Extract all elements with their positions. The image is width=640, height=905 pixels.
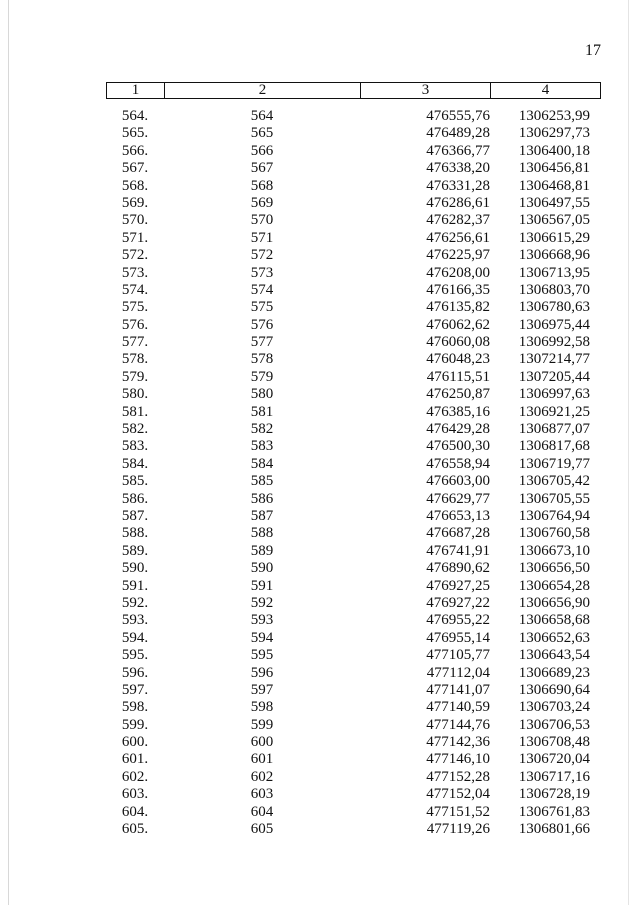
table-cell-col-4: 1306717,16 [518, 768, 590, 785]
table-cell-col-2: 579 [250, 368, 274, 385]
table-cell-col-1: 586. [121, 490, 149, 507]
table-cell-col-4: 1306297,73 [518, 125, 590, 142]
table-cell-col-2: 581 [250, 403, 274, 420]
table-cell-col-4: 1306706,53 [518, 716, 590, 733]
table-cell-col-1: 589. [121, 542, 149, 559]
table-cell-col-4: 1306253,99 [518, 108, 590, 124]
table-row [106, 734, 601, 751]
table-cell-col-1: 584. [121, 455, 149, 472]
table-cell-col-4: 1306728,19 [518, 786, 590, 803]
table-cell-col-1: 582. [121, 421, 149, 438]
table-cell-col-2: 597 [250, 681, 274, 698]
table-row [106, 769, 601, 786]
table-row [106, 804, 601, 821]
table-cell-col-1: 570. [121, 212, 149, 229]
table-cell-col-4: 1306654,28 [518, 577, 590, 594]
table-cell-col-4: 1306877,07 [518, 421, 590, 438]
table-cell-col-2: 602 [250, 768, 274, 785]
table-cell-col-3: 476338,20 [426, 160, 490, 177]
header-cell-2: 2 [165, 83, 361, 98]
table-cell-col-4: 1306658,68 [518, 612, 590, 629]
table-cell-col-4: 1306705,42 [518, 473, 590, 490]
header-cell-4: 4 [541, 82, 550, 98]
table-cell-col-1: 577. [121, 334, 149, 351]
table-row [106, 578, 601, 595]
table-row [106, 282, 601, 299]
table-cell-col-2: 593 [250, 612, 274, 629]
table-cell-col-4: 1306468,81 [518, 177, 590, 194]
table-row [106, 404, 601, 421]
table-cell-col-4: 1306567,05 [518, 212, 590, 229]
table-cell-col-2: 587 [250, 507, 274, 524]
table-cell-col-2: 575 [250, 299, 274, 316]
table-cell-col-3: 476653,13 [426, 507, 490, 524]
table-cell-col-3: 476429,28 [426, 421, 490, 438]
table-row [106, 299, 601, 316]
table-row [106, 108, 601, 125]
table-row [106, 178, 601, 195]
table-cell-col-4: 1307205,44 [518, 368, 590, 385]
table-cell-col-4: 1306689,23 [518, 664, 590, 681]
table-cell-col-1: 587. [121, 507, 149, 524]
table-cell-col-4: 1306780,63 [518, 299, 590, 316]
table-cell-col-2: 582 [250, 421, 274, 438]
table-cell-col-2: 585 [250, 473, 274, 490]
table-cell-col-4: 1306652,63 [518, 629, 590, 646]
table-cell-col-3: 476256,61 [426, 229, 490, 246]
table-cell-col-3: 476489,28 [426, 125, 490, 142]
table-cell-col-2: 577 [250, 334, 274, 351]
table-cell-col-1: 597. [121, 681, 149, 698]
table-cell-col-2: 590 [250, 560, 274, 577]
table-cell-col-4: 1306713,95 [518, 264, 590, 281]
table-cell-col-2: 571 [250, 229, 274, 246]
table-cell-col-1: 574. [121, 281, 149, 298]
table-row [106, 473, 601, 490]
table-cell-col-3: 476135,82 [426, 299, 490, 316]
table-cell-col-1: 572. [121, 247, 149, 264]
header-cell-1: 1 [107, 83, 165, 98]
table-row [106, 195, 601, 212]
table-cell-col-3: 477146,10 [426, 751, 490, 768]
table-cell-col-1: 568. [121, 177, 149, 194]
table-cell-col-3: 477119,26 [426, 821, 490, 838]
table-row [106, 351, 601, 368]
table-cell-col-3: 477140,59 [426, 699, 490, 716]
table-cell-col-2: 566 [250, 142, 274, 159]
table-cell-col-3: 477144,76 [426, 716, 490, 733]
table-cell-col-3: 476331,28 [426, 177, 490, 194]
table-cell-col-2: 586 [250, 490, 274, 507]
table-cell-col-4: 1306708,48 [518, 734, 590, 751]
table-cell-col-4: 1306992,58 [518, 334, 590, 351]
table-cell-col-1: 575. [121, 299, 149, 316]
table-cell-col-2: 584 [250, 455, 274, 472]
table-cell-col-3: 476927,25 [426, 577, 490, 594]
table-cell-col-2: 567 [250, 160, 274, 177]
table-cell-col-1: 580. [121, 386, 149, 403]
table-cell-col-1: 571. [121, 229, 149, 246]
table-cell-col-1: 588. [121, 525, 149, 542]
table-cell-col-1: 564. [121, 108, 149, 124]
table-cell-col-1: 565. [121, 125, 149, 142]
table-row [106, 682, 601, 699]
table-cell-col-1: 576. [121, 316, 149, 333]
table-cell-col-4: 1306643,54 [518, 647, 590, 664]
table-cell-col-4: 1306803,70 [518, 281, 590, 298]
table-cell-col-1: 601. [121, 751, 149, 768]
table-row [106, 334, 601, 351]
table-cell-col-1: 585. [121, 473, 149, 490]
table-cell-col-2: 580 [250, 386, 274, 403]
coordinate-table-body [106, 108, 601, 838]
table-cell-col-1: 602. [121, 768, 149, 785]
table-cell-col-3: 477151,52 [426, 803, 490, 820]
page-edge-left [8, 0, 9, 905]
table-cell-col-2: 578 [250, 351, 274, 368]
table-cell-col-1: 605. [121, 821, 149, 838]
table-cell-col-1: 573. [121, 264, 149, 281]
table-cell-col-1: 599. [121, 716, 149, 733]
table-cell-col-2: 574 [250, 281, 274, 298]
table-cell-col-3: 476250,87 [426, 386, 490, 403]
table-cell-col-1: 566. [121, 142, 149, 159]
table-cell-col-1: 581. [121, 403, 149, 420]
table-cell-col-4: 1306801,66 [518, 821, 590, 838]
table-cell-col-4: 1306720,04 [518, 751, 590, 768]
table-header [106, 82, 601, 99]
page-edge-right [628, 0, 629, 905]
table-cell-col-3: 476555,76 [426, 108, 490, 124]
table-row [106, 265, 601, 282]
table-row [106, 317, 601, 334]
table-cell-col-3: 476955,22 [426, 612, 490, 629]
table-cell-col-1: 583. [121, 438, 149, 455]
table-cell-col-3: 476603,00 [426, 473, 490, 490]
table-cell-col-3: 476208,00 [426, 264, 490, 281]
table-cell-col-3: 477142,36 [426, 734, 490, 751]
table-row [106, 647, 601, 664]
table-cell-col-4: 1306400,18 [518, 142, 590, 159]
table-cell-col-2: 573 [250, 264, 274, 281]
table-cell-col-4: 1306673,10 [518, 542, 590, 559]
table-cell-col-2: 591 [250, 577, 274, 594]
table-cell-col-1: 603. [121, 786, 149, 803]
table-row [106, 508, 601, 525]
table-cell-col-4: 1306497,55 [518, 194, 590, 211]
table-cell-col-4: 1306921,25 [518, 403, 590, 420]
table-cell-col-1: 567. [121, 160, 149, 177]
table-cell-col-3: 476062,62 [426, 316, 490, 333]
table-row [106, 786, 601, 803]
table-cell-col-1: 578. [121, 351, 149, 368]
table-cell-col-2: 599 [250, 716, 274, 733]
table-cell-col-4: 1306456,81 [518, 160, 590, 177]
table-cell-col-3: 476385,16 [426, 403, 490, 420]
table-row [106, 525, 601, 542]
table-row [106, 386, 601, 403]
table-cell-col-4: 1306703,24 [518, 699, 590, 716]
table-row [106, 717, 601, 734]
table-cell-col-1: 598. [121, 699, 149, 716]
table-cell-col-2: 588 [250, 525, 274, 542]
table-cell-col-2: 592 [250, 594, 274, 611]
table-cell-col-3: 476927,22 [426, 594, 490, 611]
header-cell-3: 3 [361, 83, 491, 98]
table-cell-col-3: 477152,04 [426, 786, 490, 803]
table-cell-col-1: 595. [121, 647, 149, 664]
table-cell-col-3: 476166,35 [426, 281, 490, 298]
table-cell-col-2: 569 [250, 194, 274, 211]
table-row [106, 143, 601, 160]
table-cell-col-2: 564 [250, 108, 274, 124]
table-cell-col-3: 476558,94 [426, 455, 490, 472]
table-cell-col-2: 594 [250, 629, 274, 646]
table-row [106, 247, 601, 264]
table-cell-col-4: 1306764,94 [518, 507, 590, 524]
table-cell-col-4: 1306719,77 [518, 455, 590, 472]
table-cell-col-1: 590. [121, 560, 149, 577]
table-cell-col-4: 1306656,50 [518, 560, 590, 577]
table-row [106, 543, 601, 560]
table-cell-col-3: 476115,51 [426, 368, 490, 385]
table-cell-col-3: 476500,30 [426, 438, 490, 455]
table-cell-col-4: 1306760,58 [518, 525, 590, 542]
table-cell-col-2: 583 [250, 438, 274, 455]
table-cell-col-1: 579. [121, 368, 149, 385]
table-cell-col-2: 568 [250, 177, 274, 194]
table-cell-col-3: 477105,77 [426, 647, 490, 664]
table-cell-col-3: 477152,28 [426, 768, 490, 785]
table-cell-col-4: 1306817,68 [518, 438, 590, 455]
table-row [106, 125, 601, 142]
table-cell-col-4: 1306705,55 [518, 490, 590, 507]
table-cell-col-2: 605 [250, 821, 274, 838]
table-row [106, 212, 601, 229]
table-cell-col-2: 603 [250, 786, 274, 803]
table-cell-col-3: 476060,08 [426, 334, 490, 351]
table-row [106, 456, 601, 473]
table-cell-col-2: 572 [250, 247, 274, 264]
table-cell-col-1: 600. [121, 734, 149, 751]
table-row [106, 560, 601, 577]
table-cell-col-4: 1307214,77 [518, 351, 590, 368]
table-cell-col-2: 589 [250, 542, 274, 559]
table-row [106, 421, 601, 438]
table-cell-col-4: 1306997,63 [518, 386, 590, 403]
table-cell-col-1: 592. [121, 594, 149, 611]
table-cell-col-3: 476286,61 [426, 194, 490, 211]
table-cell-col-1: 594. [121, 629, 149, 646]
table-cell-col-1: 604. [121, 803, 149, 820]
table-cell-col-3: 476225,97 [426, 247, 490, 264]
table-cell-col-3: 476687,28 [426, 525, 490, 542]
table-cell-col-3: 476890,62 [426, 560, 490, 577]
table-row [106, 438, 601, 455]
table-cell-col-4: 1306615,29 [518, 229, 590, 246]
table-cell-col-2: 600 [250, 734, 274, 751]
table-cell-col-3: 476366,77 [426, 142, 490, 159]
table-row [106, 751, 601, 768]
table-cell-col-1: 596. [121, 664, 149, 681]
table-row [106, 595, 601, 612]
table-cell-col-1: 591. [121, 577, 149, 594]
table-cell-col-2: 604 [250, 803, 274, 820]
table-cell-col-2: 565 [250, 125, 274, 142]
table-row [106, 630, 601, 647]
table-cell-col-4: 1306761,83 [518, 803, 590, 820]
table-cell-col-3: 477141,07 [426, 681, 490, 698]
table-cell-col-2: 598 [250, 699, 274, 716]
table-cell-col-3: 476741,91 [426, 542, 490, 559]
table-cell-col-2: 601 [250, 751, 274, 768]
table-row [106, 491, 601, 508]
table-cell-col-3: 477112,04 [426, 664, 490, 681]
table-cell-col-4: 1306690,64 [518, 681, 590, 698]
table-row [106, 665, 601, 682]
table-cell-col-2: 570 [250, 212, 274, 229]
table-row [106, 230, 601, 247]
table-cell-col-4: 1306656,90 [518, 594, 590, 611]
table-cell-col-4: 1306668,96 [518, 247, 590, 264]
table-row [106, 369, 601, 386]
table-cell-col-3: 476955,14 [426, 629, 490, 646]
table-cell-col-2: 596 [250, 664, 274, 681]
table-cell-col-2: 595 [250, 647, 274, 664]
page-number: 17 [585, 42, 601, 59]
table-row [106, 160, 601, 177]
table-cell-col-1: 593. [121, 612, 149, 629]
table-cell-col-1: 569. [121, 194, 149, 211]
table-cell-col-4: 1306975,44 [518, 316, 590, 333]
table-cell-col-2: 576 [250, 316, 274, 333]
table-cell-col-3: 476048,23 [426, 351, 490, 368]
table-cell-col-3: 476629,77 [426, 490, 490, 507]
table-row [106, 699, 601, 716]
table-row [106, 612, 601, 629]
table-row [106, 821, 601, 838]
table-cell-col-3: 476282,37 [426, 212, 490, 229]
